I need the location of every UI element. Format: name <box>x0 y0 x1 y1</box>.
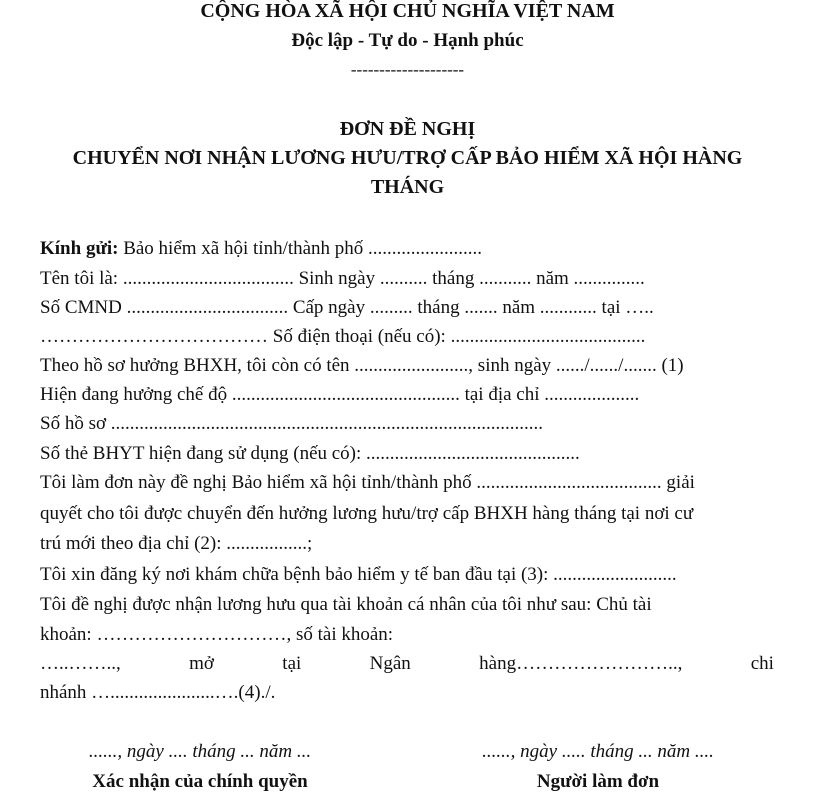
request-line-2: quyết cho tôi được chuyển đến hưởng lương hưu/trợ cấp BHXH hàng tháng tại nơi cư <box>40 503 694 524</box>
left-signature-date: ......, ngày .... tháng ... năm ... <box>88 741 312 762</box>
nation-heading: CỘNG HÒA XÃ HỘI CHỦ NGHĨA VIỆT NAM <box>200 0 615 22</box>
id-card-line: Số CMND .................................. Cấp ngày ......... tháng ....... năm ............ tại ….. <box>40 297 654 318</box>
form-subtitle-continued: THÁNG <box>370 176 445 198</box>
left-signature-title: Xác nhận của chính quyền <box>92 771 308 792</box>
motto-heading: Độc lập - Tự do - Hạnh phúc <box>291 30 524 51</box>
bank-word: chi <box>750 653 774 674</box>
greeting-label: Kính gửi: <box>40 238 119 259</box>
account-line-1: Tôi đề nghị được nhận lương hưu qua tài khoản cá nhân của tôi như sau: Chủ tài <box>40 594 652 615</box>
request-line-3: trú mới theo địa chỉ (2): .................; <box>40 533 313 554</box>
regime-line: Hiện đang hưởng chế độ ................................................ tại địa chỉ .................... <box>40 384 640 405</box>
form-subtitle: CHUYỂN NƠI NHẬN LƯƠNG HƯU/TRỢ CẤP BẢO HIỂM XÃ HỘI HÀNG <box>72 147 743 169</box>
file-number-line: Số hồ sơ ........................................................................................... <box>40 413 544 434</box>
right-signature-title: Người làm đơn <box>536 771 660 792</box>
bank-line <box>40 652 774 676</box>
registration-line: Tôi xin đăng ký nơi khám chữa bệnh bảo hiểm y tế ban đầu tại (3): .......................... <box>40 564 677 585</box>
header-divider: -------------------- <box>350 60 465 79</box>
bank-word: tại <box>282 653 302 674</box>
greeting-text: Bảo hiểm xã hội tỉnh/thành phố ........................ <box>118 238 483 259</box>
form-title: ĐƠN ĐỀ NGHỊ <box>339 118 476 140</box>
right-signature-date: ......, ngày ..... tháng ... năm .... <box>482 741 714 762</box>
bank-word: mở <box>189 653 214 674</box>
phone-line: ……………………………… Số điện thoại (nếu có): ......................................... <box>40 326 646 347</box>
bank-word: hàng…………………….., <box>479 653 683 674</box>
name-line: Tên tôi là: .................................... Sinh ngày .......... tháng ........... năm ............... <box>40 268 645 289</box>
account-line-2: khoản: …………………………, số tài khoản: <box>40 624 394 645</box>
request-line-1: Tôi làm đơn này đề nghị Bảo hiểm xã hội tỉnh/thành phố ....................................... giải <box>40 472 695 493</box>
health-card-line: Số thẻ BHYT hiện đang sử dụng (nếu có): ............................................. <box>40 443 580 464</box>
branch-line: nhánh …......................….(4)./. <box>40 682 276 703</box>
greeting-line <box>40 237 482 261</box>
bank-word: …..…….., <box>40 653 121 674</box>
bank-word: Ngân <box>369 653 411 674</box>
profile-name-line: Theo hồ sơ hưởng BHXH, tôi còn có tên ........................, sinh ngày ....../....../....... (1) <box>40 355 684 376</box>
